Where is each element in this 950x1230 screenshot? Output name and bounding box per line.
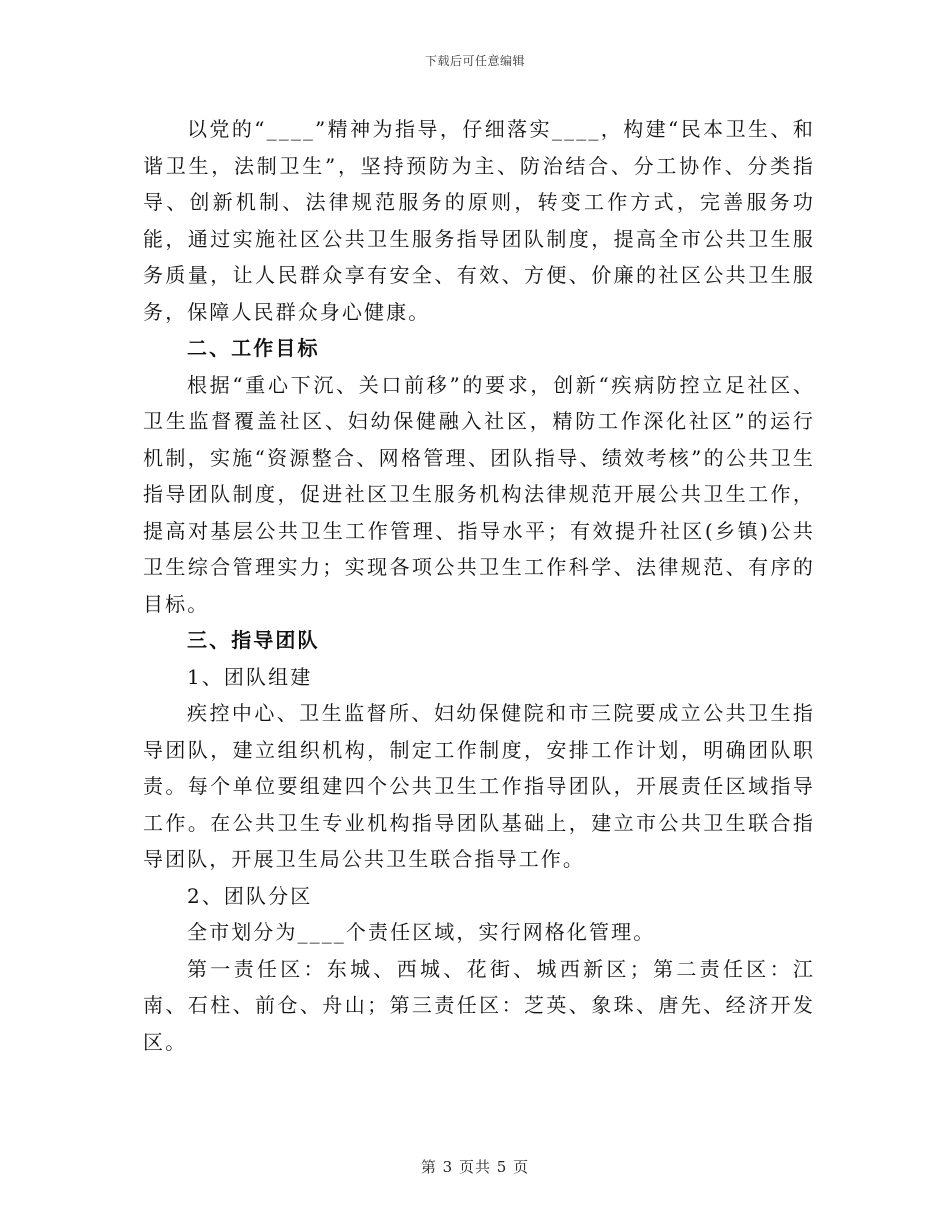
paragraph-district-list: 第一责任区：东城、西城、花街、城西新区；第二责任区：江南、石柱、前仓、舟山；第三责任区：芝英、象珠、唐先、经济开发区。: [143, 956, 815, 1054]
document-body: [143, 111, 815, 1060]
page-number: 第 3 页共 5 页: [420, 1158, 530, 1176]
paragraph-work-goals: 根据“重心下沉、关口前移”的要求，创新“疾病防控立足社区、卫生监督覆盖社区、妇幼保健融入社区，精防工作深化社区”的运行机制，实施“资源整合、网格管理、团队指导、绩效考核”的公共卫生指导团队制度，促进社区卫生服务机构法律规范开展公共卫生工作，提高对基层公共卫生工作管理、指导水平；有效提升社区(乡镇)公共卫生综合管理实力；实现各项公共卫生工作科学、法律规范、有序的目标。: [143, 372, 815, 616]
subheading-team-districts: 2、团队分区: [187, 883, 313, 908]
section-heading-guidance-team: 三、指导团队: [187, 628, 320, 652]
subheading-team-formation: 1、团队组建: [187, 664, 313, 689]
paragraph-guiding-principle: 以党的“____”精神为指导，仔细落实____，构建“民本卫生、和谐卫生，法制卫生”，坚持预防为主、防治结合、分工协作、分类指导、创新机制、法律规范服务的原则，转变工作方式，完善服务功能，通过实施社区公共卫生服务指导团队制度，提高全市公共卫生服务质量，让人民群众享有安全、有效、方便、价廉的社区公共卫生服务，保障人民群众身心健康。: [143, 117, 815, 324]
paragraph-team-formation: 疾控中心、卫生监督所、妇幼保健院和市三院要成立公共卫生指导团队，建立组织机构，制定工作制度，安排工作计划，明确团队职责。每个单位要组建四个公共卫生工作指导团队，开展责任区域指导工作。在公共卫生专业机构指导团队基础上，建立市公共卫生联合指导团队，开展卫生局公共卫生联合指导工作。: [143, 701, 815, 871]
paragraph-district-count: 全市划分为____个责任区域，实行网格化管理。: [187, 920, 656, 944]
page-header: 下载后可任意编辑: [424, 54, 525, 68]
section-heading-work-goals: 二、工作目标: [187, 336, 320, 360]
